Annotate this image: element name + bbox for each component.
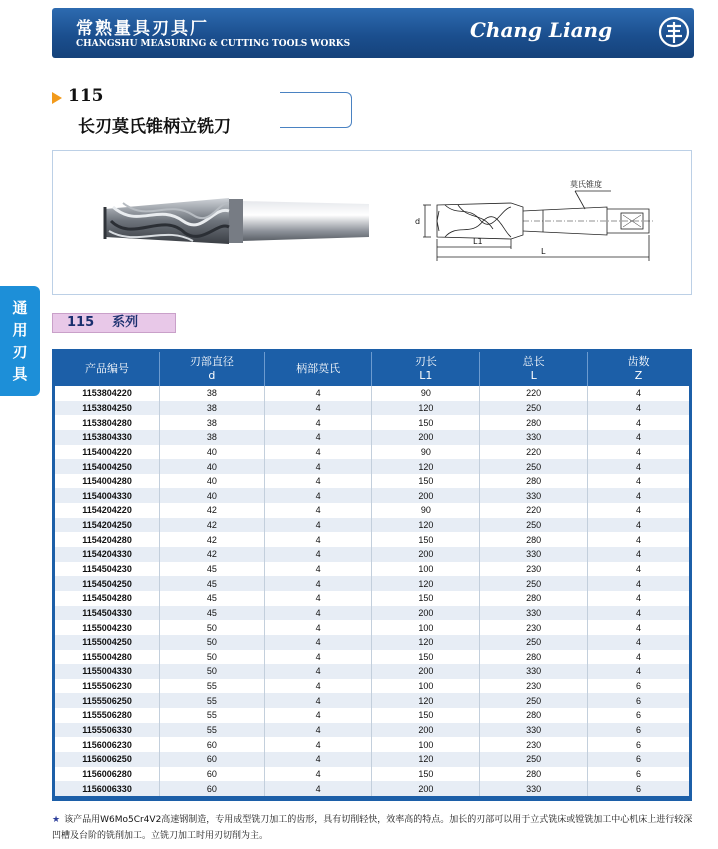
table-cell: 4 (264, 532, 372, 547)
table-row (55, 547, 689, 562)
table-cell: 1154204280 (82, 534, 132, 545)
table-cell: 1154504280 (82, 593, 132, 604)
table-cell: 250 (480, 401, 588, 416)
table-cell: 90 (372, 386, 480, 401)
spec-table (55, 352, 689, 796)
table-cell: 330 (480, 723, 588, 738)
header-banner (52, 8, 694, 58)
table-cell: 4 (588, 650, 689, 665)
table-cell: 4 (264, 576, 372, 591)
product-name-title: 长刃莫氏锥柄立铣刀 (78, 117, 231, 137)
table-cell: 1155506250 (55, 693, 160, 708)
table-cell: 4 (264, 737, 372, 752)
table-cell: 150 (372, 650, 480, 665)
series-label (52, 313, 176, 333)
table-cell: 4 (588, 474, 689, 489)
table-cell: 50 (160, 620, 265, 635)
table-cell: 100 (372, 679, 480, 694)
table-cell: 4 (264, 752, 372, 767)
table-cell: 1154004220 (82, 446, 132, 457)
company-name-cn: 常熟量具刃具厂 (76, 19, 209, 39)
table-cell: 4 (264, 679, 372, 694)
table-cell: 55 (160, 708, 265, 723)
title-bracket-decoration (280, 92, 352, 128)
table-cell: 150 (372, 767, 480, 782)
company-name-en: CHANGSHU MEASURING & CUTTING TOOLS WORKS (76, 39, 351, 49)
table-cell: 4 (264, 562, 372, 577)
table-cell: 1154204250 (55, 518, 160, 533)
table-cell: 4 (588, 401, 689, 416)
table-cell: 230 (480, 679, 588, 694)
table-row (55, 474, 689, 489)
series-text: 系列 (112, 315, 139, 330)
table-cell: 4 (264, 620, 372, 635)
table-cell: 250 (480, 576, 588, 591)
table-cell: 1153804330 (55, 430, 160, 445)
table-cell: 45 (160, 562, 265, 577)
col-header-diameter: 刃部直径 d (160, 352, 265, 386)
table-cell: 1155004330 (55, 664, 160, 679)
table-cell: 6 (588, 752, 689, 767)
table-cell: 150 (372, 532, 480, 547)
table-cell: 200 (372, 781, 480, 796)
table-cell: 55 (160, 693, 265, 708)
table-cell: 4 (264, 650, 372, 665)
table-cell: 42 (160, 532, 265, 547)
end-mill-drawing (53, 151, 693, 296)
table-cell: 250 (480, 752, 588, 767)
table-row (55, 503, 689, 518)
table-cell: 1155506330 (55, 723, 160, 738)
table-cell: 4 (588, 488, 689, 503)
table-cell: 1155004250 (55, 635, 160, 650)
table-row (55, 445, 689, 460)
title-arrow-icon (52, 92, 62, 104)
table-cell: 4 (264, 723, 372, 738)
table-cell: 150 (372, 474, 480, 489)
table-cell: 4 (588, 664, 689, 679)
table-cell: 38 (160, 430, 265, 445)
table-cell: 1154004280 (82, 476, 132, 487)
table-row (55, 459, 689, 474)
table-cell: 4 (588, 547, 689, 562)
dim-l1-label: L1 (473, 237, 483, 246)
table-row (55, 562, 689, 577)
table-cell: 4 (264, 459, 372, 474)
col-header-flute-length: 刃长 L1 (372, 352, 480, 386)
table-row (55, 708, 689, 723)
table-cell: 1154504230 (82, 564, 132, 574)
table-cell: 60 (160, 781, 265, 796)
brand-name: Chang Liang (470, 18, 613, 42)
table-cell: 40 (160, 459, 265, 474)
table-cell: 330 (480, 606, 588, 621)
table-cell: 280 (480, 650, 588, 665)
table-cell: 90 (372, 503, 480, 518)
table-cell: 330 (480, 430, 588, 445)
table-cell: 1153804220 (82, 388, 132, 399)
table-cell: 100 (372, 620, 480, 635)
note-text: 该产品用W6Mo5Cr4V2高速钢制造，专用成型铣刀加工的齿形，具有切削轻快，效率高的特点。加长的刃部可以用于立式铣床或镗铣加工中心机床上进行较深凹槽及台阶的铣削加工。立铣刀加工时用刃切削为主。 (52, 815, 693, 841)
table-row (55, 650, 689, 665)
table-cell: 4 (588, 606, 689, 621)
table-cell: 250 (480, 518, 588, 533)
table-cell: 50 (160, 650, 265, 665)
table-cell: 4 (588, 635, 689, 650)
table-cell: 4 (264, 503, 372, 518)
side-tab-char: 具 (12, 365, 28, 383)
table-cell: 1155004280 (82, 651, 132, 662)
table-cell: 4 (588, 576, 689, 591)
table-cell: 4 (588, 591, 689, 606)
table-cell: 280 (480, 532, 588, 547)
table-cell: 50 (160, 635, 265, 650)
dim-d-label: d (415, 217, 421, 226)
table-cell: 4 (588, 532, 689, 547)
table-cell: 1155004230 (82, 622, 132, 633)
table-cell: 6 (588, 781, 689, 796)
table-cell: 4 (588, 445, 689, 460)
table-cell: 6 (588, 737, 689, 752)
product-code-title: 115 (68, 86, 104, 106)
table-cell: 150 (372, 591, 480, 606)
table-cell: 280 (480, 415, 588, 430)
technical-drawing (423, 191, 653, 261)
table-row (55, 606, 689, 621)
table-cell: 100 (372, 562, 480, 577)
table-cell: 42 (160, 518, 265, 533)
table-cell: 6 (588, 767, 689, 782)
table-header-row (55, 352, 689, 386)
side-tab-char: 刃 (12, 343, 28, 361)
table-cell: 1154004330 (55, 488, 160, 503)
table-cell: 120 (372, 752, 480, 767)
spec-table-frame (52, 349, 692, 801)
table-cell: 1154204220 (82, 505, 132, 516)
table-cell: 120 (372, 635, 480, 650)
table-row (55, 693, 689, 708)
table-cell: 4 (264, 474, 372, 489)
table-cell: 250 (480, 693, 588, 708)
table-cell: 1156006230 (82, 739, 132, 750)
table-cell: 90 (372, 445, 480, 460)
product-illustration (52, 150, 692, 295)
table-cell: 4 (264, 386, 372, 401)
table-cell: 4 (588, 562, 689, 577)
star-icon: ★ (52, 815, 61, 825)
col-header-teeth: 齿数 Z (588, 352, 689, 386)
table-cell: 200 (372, 430, 480, 445)
table-cell: 100 (372, 737, 480, 752)
table-cell: 330 (480, 781, 588, 796)
table-cell: 1155506230 (82, 681, 132, 692)
table-row (55, 430, 689, 445)
table-row (55, 620, 689, 635)
table-cell: 6 (588, 693, 689, 708)
table-cell: 120 (372, 518, 480, 533)
table-cell: 4 (264, 445, 372, 460)
table-cell: 6 (588, 679, 689, 694)
table-cell: 4 (264, 488, 372, 503)
end-mill-photo (105, 198, 369, 244)
table-row (55, 518, 689, 533)
table-cell: 200 (372, 606, 480, 621)
table-cell: 4 (264, 591, 372, 606)
table-cell: 120 (372, 459, 480, 474)
table-cell: 1154504330 (55, 606, 160, 621)
side-tab-char: 通 (12, 299, 28, 317)
table-cell: 38 (160, 386, 265, 401)
table-cell: 4 (264, 518, 372, 533)
table-cell: 1154204330 (55, 547, 160, 562)
taper-label: 莫氏锥度 (570, 180, 602, 189)
table-cell: 50 (160, 664, 265, 679)
table-cell: 4 (588, 430, 689, 445)
table-cell: 330 (480, 547, 588, 562)
table-row (55, 723, 689, 738)
table-cell: 4 (264, 430, 372, 445)
table-cell: 230 (480, 737, 588, 752)
table-cell: 230 (480, 620, 588, 635)
table-cell: 1153804250 (55, 401, 160, 416)
table-row (55, 737, 689, 752)
table-cell: 330 (480, 488, 588, 503)
table-cell: 4 (588, 518, 689, 533)
table-cell: 1156006330 (55, 781, 160, 796)
table-cell: 55 (160, 679, 265, 694)
table-cell: 38 (160, 401, 265, 416)
table-cell: 45 (160, 606, 265, 621)
table-cell: 230 (480, 562, 588, 577)
table-cell: 4 (588, 620, 689, 635)
table-cell: 4 (264, 781, 372, 796)
table-cell: 120 (372, 401, 480, 416)
feng-emblem-icon (658, 16, 690, 48)
table-cell: 42 (160, 503, 265, 518)
table-row (55, 576, 689, 591)
table-cell: 4 (264, 415, 372, 430)
table-cell: 38 (160, 415, 265, 430)
table-cell: 250 (480, 635, 588, 650)
table-row (55, 591, 689, 606)
table-cell: 40 (160, 474, 265, 489)
table-row (55, 532, 689, 547)
table-cell: 200 (372, 547, 480, 562)
table-cell: 45 (160, 576, 265, 591)
table-cell: 4 (588, 503, 689, 518)
table-cell: 330 (480, 664, 588, 679)
table-cell: 4 (264, 401, 372, 416)
table-row (55, 401, 689, 416)
table-cell: 4 (264, 606, 372, 621)
table-cell: 280 (480, 591, 588, 606)
table-cell: 1156006280 (82, 768, 132, 779)
table-cell: 40 (160, 488, 265, 503)
table-cell: 1156006250 (55, 752, 160, 767)
col-header-product-code: 产品编号 (55, 352, 160, 386)
table-row (55, 386, 689, 401)
table-cell: 150 (372, 415, 480, 430)
table-row (55, 767, 689, 782)
table-cell: 200 (372, 723, 480, 738)
table-cell: 4 (264, 693, 372, 708)
table-cell: 280 (480, 474, 588, 489)
table-cell: 4 (264, 547, 372, 562)
table-cell: 220 (480, 503, 588, 518)
table-cell: 40 (160, 445, 265, 460)
category-side-tab (0, 286, 40, 396)
table-cell: 220 (480, 386, 588, 401)
table-cell: 4 (264, 664, 372, 679)
table-row (55, 679, 689, 694)
table-cell: 200 (372, 664, 480, 679)
table-cell: 220 (480, 445, 588, 460)
table-cell: 280 (480, 708, 588, 723)
table-cell: 4 (588, 386, 689, 401)
table-cell: 45 (160, 591, 265, 606)
table-cell: 250 (480, 459, 588, 474)
table-cell: 1154004250 (55, 459, 160, 474)
table-cell: 4 (588, 415, 689, 430)
table-row (55, 635, 689, 650)
table-cell: 280 (480, 767, 588, 782)
table-cell: 4 (264, 708, 372, 723)
product-note (52, 812, 698, 844)
side-tab-char: 用 (12, 321, 28, 339)
table-row (55, 664, 689, 679)
series-code: 115 (67, 315, 95, 330)
table-row (55, 752, 689, 767)
table-cell: 60 (160, 767, 265, 782)
table-cell: 120 (372, 693, 480, 708)
table-cell: 60 (160, 737, 265, 752)
table-cell: 4 (264, 635, 372, 650)
table-cell: 200 (372, 488, 480, 503)
table-row (55, 488, 689, 503)
table-cell: 60 (160, 752, 265, 767)
table-cell: 1154504250 (55, 576, 160, 591)
table-cell: 6 (588, 723, 689, 738)
table-cell: 4 (264, 767, 372, 782)
col-header-total-length: 总长 L (480, 352, 588, 386)
table-cell: 150 (372, 708, 480, 723)
table-cell: 4 (588, 459, 689, 474)
table-cell: 55 (160, 723, 265, 738)
table-cell: 6 (588, 708, 689, 723)
col-header-morse-taper: 柄部莫氏 (264, 352, 372, 386)
table-row (55, 415, 689, 430)
table-cell: 1155506280 (82, 710, 132, 721)
table-cell: 120 (372, 576, 480, 591)
table-cell: 1153804280 (82, 417, 132, 428)
dim-l-label: L (541, 247, 546, 256)
table-row (55, 781, 689, 796)
table-cell: 42 (160, 547, 265, 562)
